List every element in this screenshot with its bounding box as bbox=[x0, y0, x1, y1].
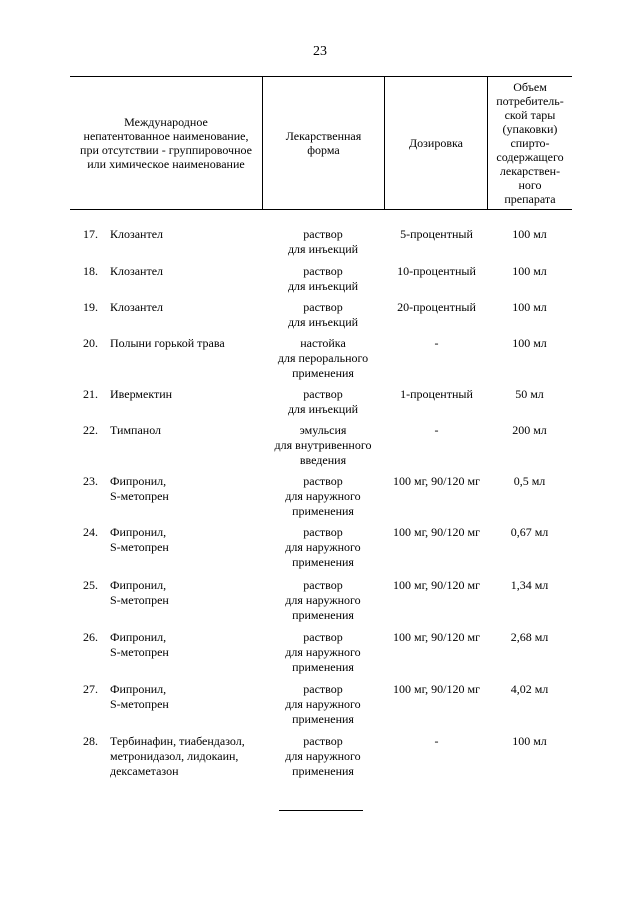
row-number: 21. bbox=[83, 387, 98, 401]
row-dose: 100 мг, 90/120 мг bbox=[392, 525, 480, 539]
row-number: 25. bbox=[83, 578, 98, 592]
row-number: 20. bbox=[83, 336, 98, 350]
row-dose: - bbox=[434, 734, 439, 748]
row-volume: 200 мл bbox=[512, 423, 547, 437]
header-name: Международное непатентованное наименование, при отсутствии - группировочное или химическое наименование bbox=[80, 115, 252, 171]
row-dose: 100 мг, 90/120 мг bbox=[392, 578, 480, 592]
row-dose: 20-процентный bbox=[397, 300, 476, 314]
row-form: эмульсия для внутривенного введения bbox=[274, 423, 372, 467]
row-volume: 1,34 мл bbox=[510, 578, 549, 592]
row-volume: 100 мл bbox=[512, 336, 547, 350]
row-form: раствор для инъекций bbox=[287, 387, 359, 416]
row-volume: 100 мл bbox=[512, 300, 547, 314]
row-form: раствор для инъекций bbox=[287, 300, 359, 329]
row-form: раствор для инъекций bbox=[287, 264, 359, 293]
row-number: 19. bbox=[83, 300, 98, 314]
row-form: раствор для инъекций bbox=[287, 227, 359, 256]
row-volume: 4,02 мл bbox=[510, 682, 549, 696]
row-name: Фипронил, S-метопрен bbox=[110, 525, 169, 554]
table-row bbox=[0, 578, 640, 630]
row-dose: 100 мг, 90/120 мг bbox=[392, 474, 480, 488]
row-volume: 0,67 мл bbox=[510, 525, 549, 539]
row-number: 27. bbox=[83, 682, 98, 696]
header-dose: Дозировка bbox=[384, 77, 487, 209]
row-dose: 100 мг, 90/120 мг bbox=[392, 682, 480, 696]
table-row bbox=[0, 525, 640, 578]
row-volume: 50 мл bbox=[515, 387, 544, 401]
row-volume: 100 мл bbox=[512, 227, 547, 241]
row-name: Клозантел bbox=[110, 300, 164, 314]
row-volume: 2,68 мл bbox=[510, 630, 549, 644]
end-rule bbox=[279, 810, 363, 811]
row-name: Клозантел bbox=[110, 264, 164, 278]
row-volume: 100 мл bbox=[512, 264, 547, 278]
row-dose: - bbox=[434, 336, 439, 350]
row-name: Фипронил, S-метопрен bbox=[110, 630, 169, 659]
row-dose: 10-процентный bbox=[397, 264, 476, 278]
row-name: Ивермектин bbox=[110, 387, 173, 401]
table-body bbox=[0, 227, 640, 786]
table-row bbox=[0, 474, 640, 525]
table-row bbox=[0, 300, 640, 336]
row-number: 24. bbox=[83, 525, 98, 539]
row-dose: 1-процентный bbox=[400, 387, 473, 401]
row-dose: 100 мг, 90/120 мг bbox=[392, 630, 480, 644]
table-header bbox=[70, 76, 572, 210]
row-name: Тимпанол bbox=[110, 423, 162, 437]
row-dose: - bbox=[434, 423, 439, 437]
row-name: Полыни горькой трава bbox=[110, 336, 225, 350]
header-volume: Объем потребитель- ской тары (упаковки) спирто- содержащего лекарствен- ного препарата bbox=[487, 77, 572, 209]
table-row bbox=[0, 630, 640, 682]
table-row bbox=[0, 387, 640, 423]
table-row bbox=[0, 423, 640, 474]
row-name: Фипронил, S-метопрен bbox=[110, 578, 169, 607]
row-form: раствор для наружного применения bbox=[285, 630, 361, 674]
row-dose: 5-процентный bbox=[400, 227, 473, 241]
table-row bbox=[0, 734, 640, 786]
table-row bbox=[0, 227, 640, 264]
row-form: настойка для перорального применения bbox=[277, 336, 369, 380]
row-name: Клозантел bbox=[110, 227, 164, 241]
row-volume: 0,5 мл bbox=[513, 474, 546, 488]
row-number: 23. bbox=[83, 474, 98, 488]
page-number: 23 bbox=[313, 44, 327, 59]
row-form: раствор для наружного применения bbox=[285, 474, 361, 518]
table-row bbox=[0, 682, 640, 734]
header-form: Лекарственная форма bbox=[262, 77, 384, 209]
row-number: 18. bbox=[83, 264, 98, 278]
row-name: Фипронил, S-метопрен bbox=[110, 682, 169, 711]
row-form: раствор для наружного применения bbox=[285, 578, 361, 622]
row-volume: 100 мл bbox=[512, 734, 547, 748]
row-form: раствор для наружного применения bbox=[285, 525, 361, 569]
row-name: Тербинафин, тиабендазол, метронидазол, лидокаин, дексаметазон bbox=[110, 734, 245, 778]
row-form: раствор для наружного применения bbox=[285, 734, 361, 778]
row-form: раствор для наружного применения bbox=[285, 682, 361, 726]
row-name: Фипронил, S-метопрен bbox=[110, 474, 169, 503]
row-number: 17. bbox=[83, 227, 98, 241]
row-number: 22. bbox=[83, 423, 98, 437]
row-number: 26. bbox=[83, 630, 98, 644]
row-number: 28. bbox=[83, 734, 98, 748]
table-row bbox=[0, 264, 640, 300]
table-row bbox=[0, 336, 640, 387]
